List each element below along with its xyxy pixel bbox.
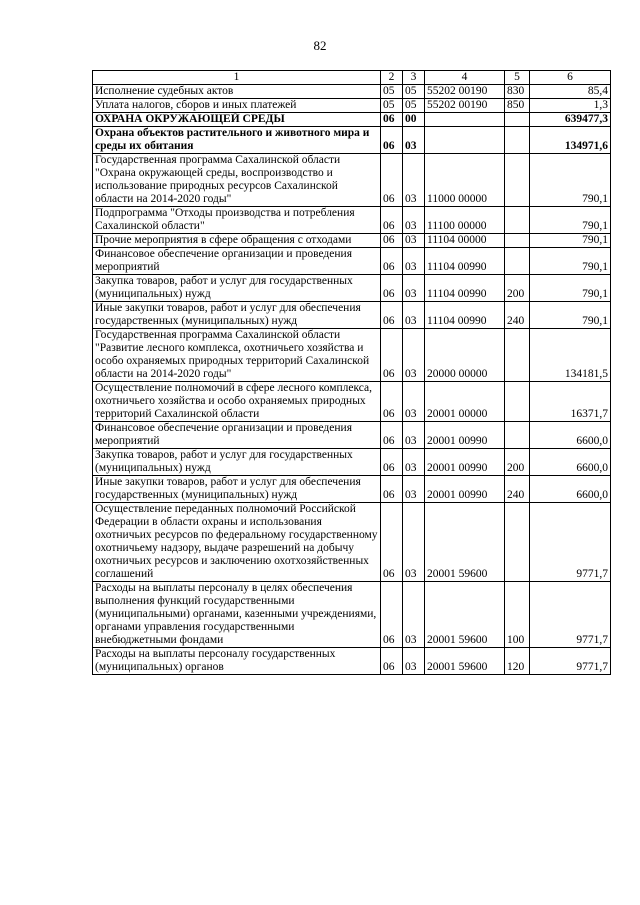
target-article-cell: 11104 00990 xyxy=(425,275,505,302)
subsection-code-cell: 03 xyxy=(403,302,425,329)
expense-type-cell xyxy=(505,329,530,382)
subsection-code-cell: 03 xyxy=(403,275,425,302)
section-code-cell: 06 xyxy=(381,207,403,234)
row-name-cell: Исполнение судебных актов xyxy=(93,85,381,99)
subsection-code-cell: 03 xyxy=(403,422,425,449)
target-article-cell: 11104 00990 xyxy=(425,248,505,275)
target-article-cell: 11104 00000 xyxy=(425,234,505,248)
amount-cell: 9771,7 xyxy=(530,648,611,675)
table-row xyxy=(93,234,611,248)
row-name-cell: Расходы на выплаты персоналу государственных (муниципальных) органов xyxy=(93,648,381,675)
subsection-code-cell: 03 xyxy=(403,207,425,234)
amount-cell: 134971,6 xyxy=(530,127,611,154)
row-name-cell: Закупка товаров, работ и услуг для государственных (муниципальных) нужд xyxy=(93,275,381,302)
column-header: 3 xyxy=(403,71,425,85)
subsection-code-cell: 03 xyxy=(403,382,425,422)
table-row xyxy=(93,302,611,329)
target-article-cell: 20001 00990 xyxy=(425,422,505,449)
table-row xyxy=(93,127,611,154)
table-row xyxy=(93,329,611,382)
table-row xyxy=(93,99,611,113)
amount-cell: 134181,5 xyxy=(530,329,611,382)
target-article-cell: 20000 00000 xyxy=(425,329,505,382)
section-code-cell: 06 xyxy=(381,113,403,127)
section-code-cell: 06 xyxy=(381,329,403,382)
subsection-code-cell: 03 xyxy=(403,449,425,476)
subsection-code-cell: 05 xyxy=(403,85,425,99)
table-row xyxy=(93,449,611,476)
subsection-code-cell: 00 xyxy=(403,113,425,127)
section-code-cell: 06 xyxy=(381,275,403,302)
expense-type-cell xyxy=(505,382,530,422)
expense-type-cell: 120 xyxy=(505,648,530,675)
subsection-code-cell: 03 xyxy=(403,329,425,382)
row-name-cell: Государственная программа Сахалинской области "Развитие лесного комплекса, охотничьего хозяйства и особо охраняемых природных территорий Сахалинской области на 2014-2020 годы" xyxy=(93,329,381,382)
amount-cell: 790,1 xyxy=(530,207,611,234)
table-row xyxy=(93,648,611,675)
target-article-cell: 11000 00000 xyxy=(425,154,505,207)
amount-cell: 85,4 xyxy=(530,85,611,99)
budget-table-body xyxy=(93,71,611,675)
target-article-cell: 20001 59600 xyxy=(425,582,505,648)
subsection-code-cell: 03 xyxy=(403,127,425,154)
section-code-cell: 06 xyxy=(381,503,403,582)
table-row xyxy=(93,275,611,302)
section-code-cell: 05 xyxy=(381,99,403,113)
row-name-cell: Расходы на выплаты персоналу в целях обеспечения выполнения функций государственными (муниципальными) органами, казенными учреждениями, органами управления государственными внебюджетными фондами xyxy=(93,582,381,648)
target-article-cell: 11104 00990 xyxy=(425,302,505,329)
row-name-cell: Охрана объектов растительного и животного мира и среды их обитания xyxy=(93,127,381,154)
column-header: 1 xyxy=(93,71,381,85)
row-name-cell: Государственная программа Сахалинской области "Охрана окружающей среды, воспроизводство и использование природных ресурсов Сахалинской области на 2014-2020 годы" xyxy=(93,154,381,207)
table-row xyxy=(93,382,611,422)
amount-cell: 9771,7 xyxy=(530,503,611,582)
table-row xyxy=(93,582,611,648)
amount-cell: 9771,7 xyxy=(530,582,611,648)
section-code-cell: 06 xyxy=(381,248,403,275)
row-name-cell: Финансовое обеспечение организации и проведения мероприятий xyxy=(93,248,381,275)
section-code-cell: 06 xyxy=(381,382,403,422)
target-article-cell xyxy=(425,127,505,154)
row-name-cell: Закупка товаров, работ и услуг для государственных (муниципальных) нужд xyxy=(93,449,381,476)
subsection-code-cell: 03 xyxy=(403,154,425,207)
table-row xyxy=(93,85,611,99)
expense-type-cell: 850 xyxy=(505,99,530,113)
target-article-cell: 20001 59600 xyxy=(425,648,505,675)
target-article-cell: 20001 59600 xyxy=(425,503,505,582)
section-code-cell: 06 xyxy=(381,582,403,648)
amount-cell: 790,1 xyxy=(530,275,611,302)
amount-cell: 16371,7 xyxy=(530,382,611,422)
row-name-cell: Уплата налогов, сборов и иных платежей xyxy=(93,99,381,113)
amount-cell: 6600,0 xyxy=(530,422,611,449)
column-header: 2 xyxy=(381,71,403,85)
row-name-cell: Финансовое обеспечение организации и проведения мероприятий xyxy=(93,422,381,449)
target-article-cell: 11100 00000 xyxy=(425,207,505,234)
row-name-cell: Осуществление переданных полномочий Российской Федерации в области охраны и использования охотничьих ресурсов по федеральному государственному охотничьему надзору, выдаче разрешений на добычу охотничьих ресурсов и заключению охотхозяйственных соглашений xyxy=(93,503,381,582)
expense-type-cell: 240 xyxy=(505,476,530,503)
subsection-code-cell: 03 xyxy=(403,582,425,648)
row-name-cell: Подпрограмма "Отходы производства и потребления Сахалинской области" xyxy=(93,207,381,234)
expense-type-cell: 100 xyxy=(505,582,530,648)
section-code-cell: 06 xyxy=(381,648,403,675)
expense-type-cell xyxy=(505,127,530,154)
amount-cell: 790,1 xyxy=(530,234,611,248)
row-name-cell: ОХРАНА ОКРУЖАЮЩЕЙ СРЕДЫ xyxy=(93,113,381,127)
expense-type-cell: 830 xyxy=(505,85,530,99)
expense-type-cell xyxy=(505,248,530,275)
header-row xyxy=(93,71,611,85)
section-code-cell: 06 xyxy=(381,154,403,207)
expense-type-cell: 200 xyxy=(505,449,530,476)
subsection-code-cell: 03 xyxy=(403,248,425,275)
target-article-cell: 55202 00190 xyxy=(425,99,505,113)
target-article-cell: 20001 00000 xyxy=(425,382,505,422)
target-article-cell xyxy=(425,113,505,127)
expense-type-cell xyxy=(505,234,530,248)
expense-type-cell xyxy=(505,422,530,449)
amount-cell: 1,3 xyxy=(530,99,611,113)
amount-cell: 790,1 xyxy=(530,248,611,275)
section-code-cell: 05 xyxy=(381,85,403,99)
target-article-cell: 55202 00190 xyxy=(425,85,505,99)
table-row xyxy=(93,113,611,127)
amount-cell: 790,1 xyxy=(530,154,611,207)
section-code-cell: 06 xyxy=(381,234,403,248)
expense-type-cell xyxy=(505,113,530,127)
row-name-cell: Иные закупки товаров, работ и услуг для обеспечения государственных (муниципальных) нужд xyxy=(93,302,381,329)
amount-cell: 6600,0 xyxy=(530,476,611,503)
section-code-cell: 06 xyxy=(381,422,403,449)
row-name-cell: Осуществление полномочий в сфере лесного комплекса, охотничьего хозяйства и особо охраняемых природных территорий Сахалинской области xyxy=(93,382,381,422)
table-row xyxy=(93,248,611,275)
table-row xyxy=(93,207,611,234)
subsection-code-cell: 03 xyxy=(403,476,425,503)
expense-type-cell xyxy=(505,207,530,234)
page-number: 82 xyxy=(313,38,327,53)
table-row xyxy=(93,154,611,207)
column-header: 6 xyxy=(530,71,611,85)
expense-type-cell xyxy=(505,154,530,207)
expense-type-cell xyxy=(505,503,530,582)
amount-cell: 639477,3 xyxy=(530,113,611,127)
table-row xyxy=(93,476,611,503)
target-article-cell: 20001 00990 xyxy=(425,449,505,476)
budget-table xyxy=(92,70,611,675)
section-code-cell: 06 xyxy=(381,476,403,503)
row-name-cell: Иные закупки товаров, работ и услуг для обеспечения государственных (муниципальных) нужд xyxy=(93,476,381,503)
subsection-code-cell: 03 xyxy=(403,503,425,582)
amount-cell: 6600,0 xyxy=(530,449,611,476)
expense-type-cell: 240 xyxy=(505,302,530,329)
subsection-code-cell: 03 xyxy=(403,648,425,675)
amount-cell: 790,1 xyxy=(530,302,611,329)
subsection-code-cell: 03 xyxy=(403,234,425,248)
column-header: 4 xyxy=(425,71,505,85)
table-row xyxy=(93,422,611,449)
table-row xyxy=(93,503,611,582)
subsection-code-cell: 05 xyxy=(403,99,425,113)
row-name-cell: Прочие мероприятия в сфере обращения с отходами xyxy=(93,234,381,248)
target-article-cell: 20001 00990 xyxy=(425,476,505,503)
section-code-cell: 06 xyxy=(381,449,403,476)
section-code-cell: 06 xyxy=(381,127,403,154)
column-header: 5 xyxy=(505,71,530,85)
expense-type-cell: 200 xyxy=(505,275,530,302)
section-code-cell: 06 xyxy=(381,302,403,329)
